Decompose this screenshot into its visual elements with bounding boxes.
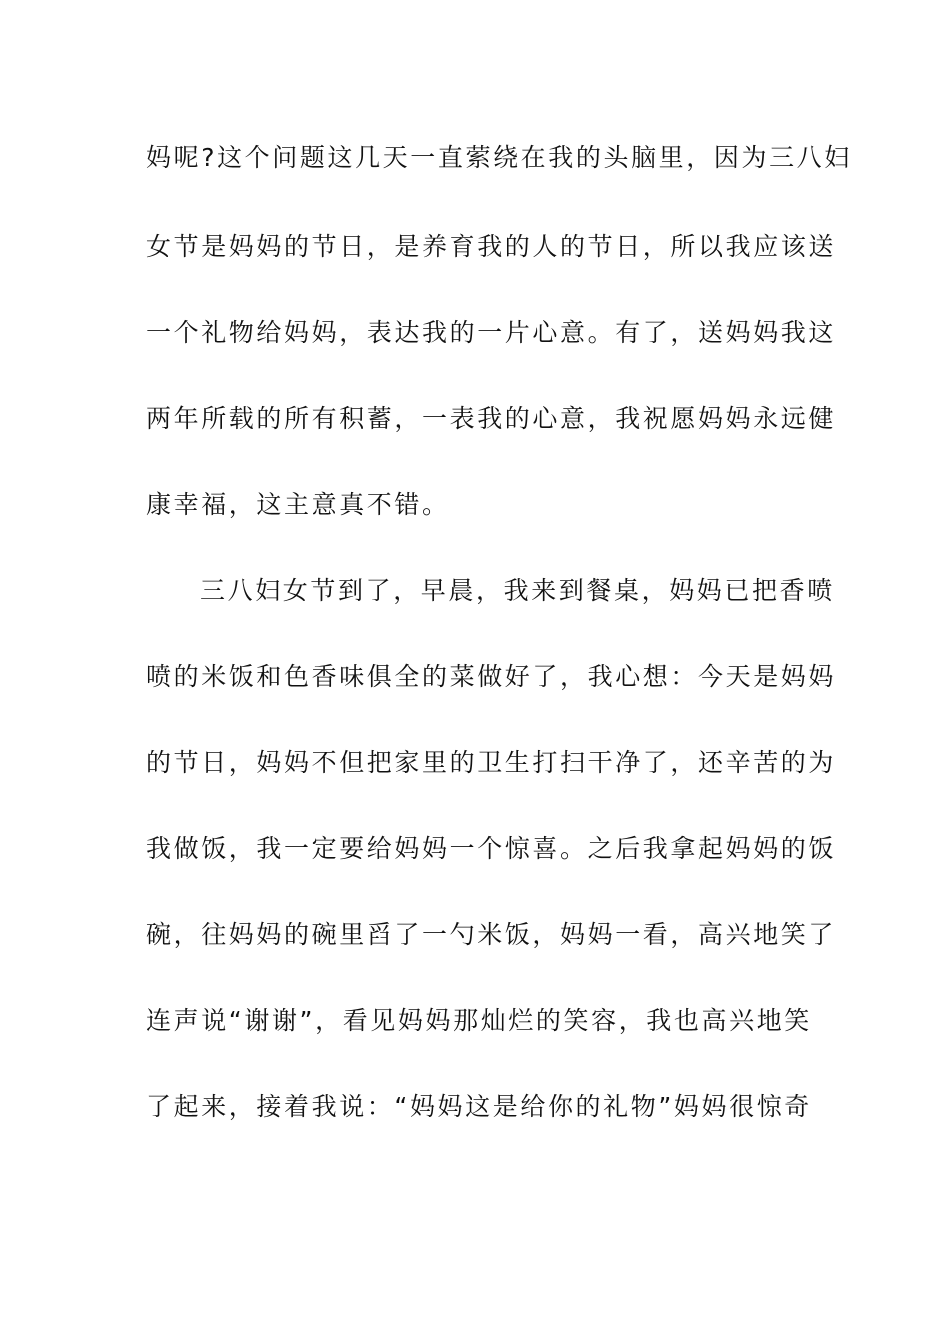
text-line: 喷的米饭和色香味俱全的菜做好了，我心想：今天是妈妈 — [146, 662, 837, 691]
text-line: 女节是妈妈的节日，是养育我的人的节日，所以我应该送 — [146, 232, 837, 261]
text-line: 三八妇女节到了，早晨，我来到餐桌，妈妈已把香喷 — [200, 576, 835, 605]
text-line: 妈呢?这个问题这几天一直萦绕在我的头脑里，因为三八妇 — [146, 143, 852, 172]
text-line: 康幸福，这主意真不错。 — [146, 490, 450, 519]
text-line: 一个礼物给妈妈，表达我的一片心意。有了，送妈妈我这 — [146, 318, 837, 347]
text-line: 连声说“谢谢”，看见妈妈那灿烂的笑容，我也高兴地笑 — [146, 1006, 812, 1035]
text-line: 的节日，妈妈不但把家里的卫生打扫干净了，还辛苦的为 — [146, 748, 837, 777]
text-line: 两年所载的所有积蓄，一表我的心意，我祝愿妈妈永远健 — [146, 404, 837, 433]
text-line: 碗，往妈妈的碗里舀了一勺米饭，妈妈一看，高兴地笑了 — [146, 920, 837, 949]
text-line: 我做饭，我一定要给妈妈一个惊喜。之后我拿起妈妈的饭 — [146, 834, 837, 863]
text-line: 了起来，接着我说：“妈妈这是给你的礼物”妈妈很惊奇 — [146, 1092, 812, 1121]
